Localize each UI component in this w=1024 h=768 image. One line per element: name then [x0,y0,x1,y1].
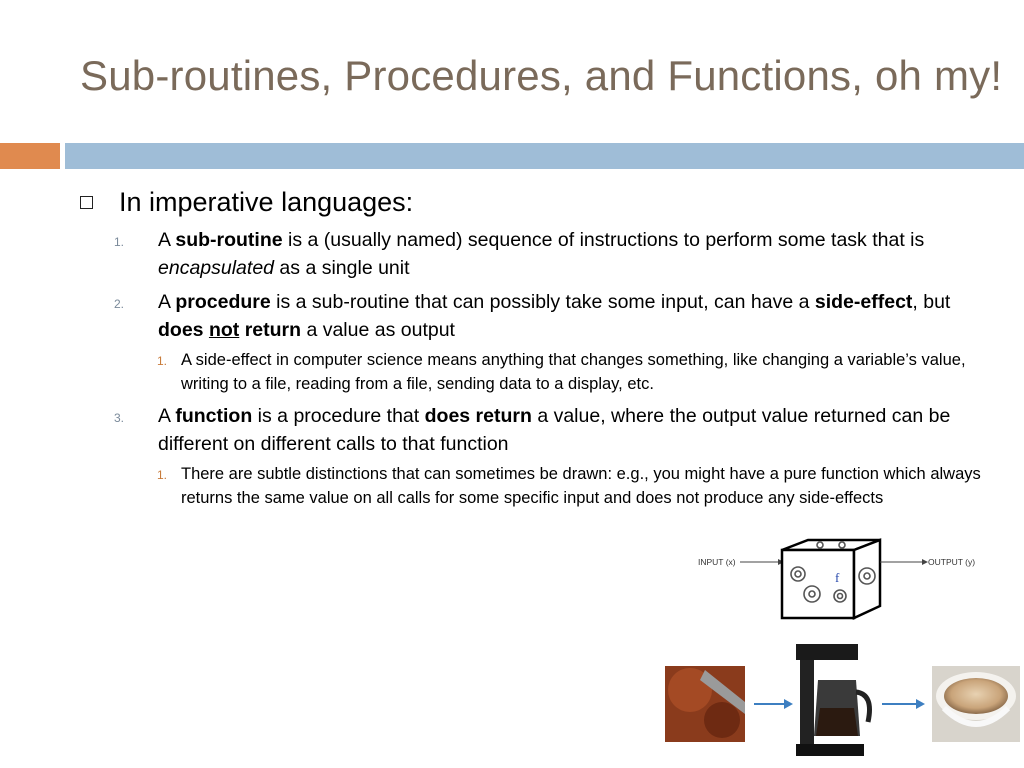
term-function: function [175,405,253,427]
sub-item-text: There are subtle distinctions that can sometimes be drawn: e.g., you might have a pure function which always returns the same value on all calls for some specific input and does not produce any side-effects [181,465,981,507]
slide-content [74,184,1004,510]
text-run: A [158,291,176,313]
output-label: OUTPUT (y) [928,557,976,567]
function-diagram [690,538,990,620]
text-run: is a (usually named) sequence of instructions to perform some task that is [282,229,925,251]
item-number: 3. [113,411,124,425]
text-run: as a single unit [274,257,410,279]
item-number: 1. [113,235,124,249]
input-label: INPUT (x) [698,557,736,567]
term-not: not [208,319,240,341]
list-item [74,226,1004,282]
coffee-illustration [660,640,1024,768]
coffee-maker-image [796,644,870,756]
sub-item-text: A side-effect in computer science means anything that changes something, like changing a variable’s value, writing to a file, reading from a file, sending data to a display, etc. [181,351,966,393]
function-symbol: f [835,570,840,585]
text-run: , but [912,291,951,313]
square-bullet-icon [80,196,93,209]
heading-text: In imperative languages: [119,187,414,217]
sub-list-item [74,348,1004,396]
term-return: return [244,319,302,341]
term-does-return: does return [424,405,532,427]
title-bar-blue [65,143,1024,169]
list-item [74,288,1004,344]
slide-title: Sub-routines, Procedures, and Functions, oh my! [80,52,1003,99]
arrowhead [784,699,793,709]
term-procedure: procedure [175,291,271,313]
item-text [158,402,978,458]
text-run: A [158,229,176,251]
list-item [74,402,1004,458]
term-encapsulated: encapsulated [158,257,275,279]
text-run: is a sub-routine that can possibly take some input, can have a [270,291,815,313]
sub-list-item [74,462,1004,510]
coffee-grounds-image [665,666,745,742]
text-run: is a procedure that [252,405,425,427]
coffee-cup-image [932,666,1020,742]
item-text [158,226,978,282]
term-side-effect: side-effect [814,291,913,313]
arrowhead [916,699,925,709]
term-does: does [158,319,204,341]
title-bar-orange [0,143,60,169]
item-text [158,288,978,344]
bullet-heading [74,184,1004,220]
text-run: a value as output [301,319,455,341]
sub-item-number: 1. [156,354,167,368]
item-number: 2. [113,297,124,311]
term-sub-routine: sub-routine [175,229,283,251]
sub-item-number: 1. [156,468,167,482]
text-run: a value, where the output value returned can be different on different calls to that function [158,405,951,455]
text-run: A [158,405,176,427]
